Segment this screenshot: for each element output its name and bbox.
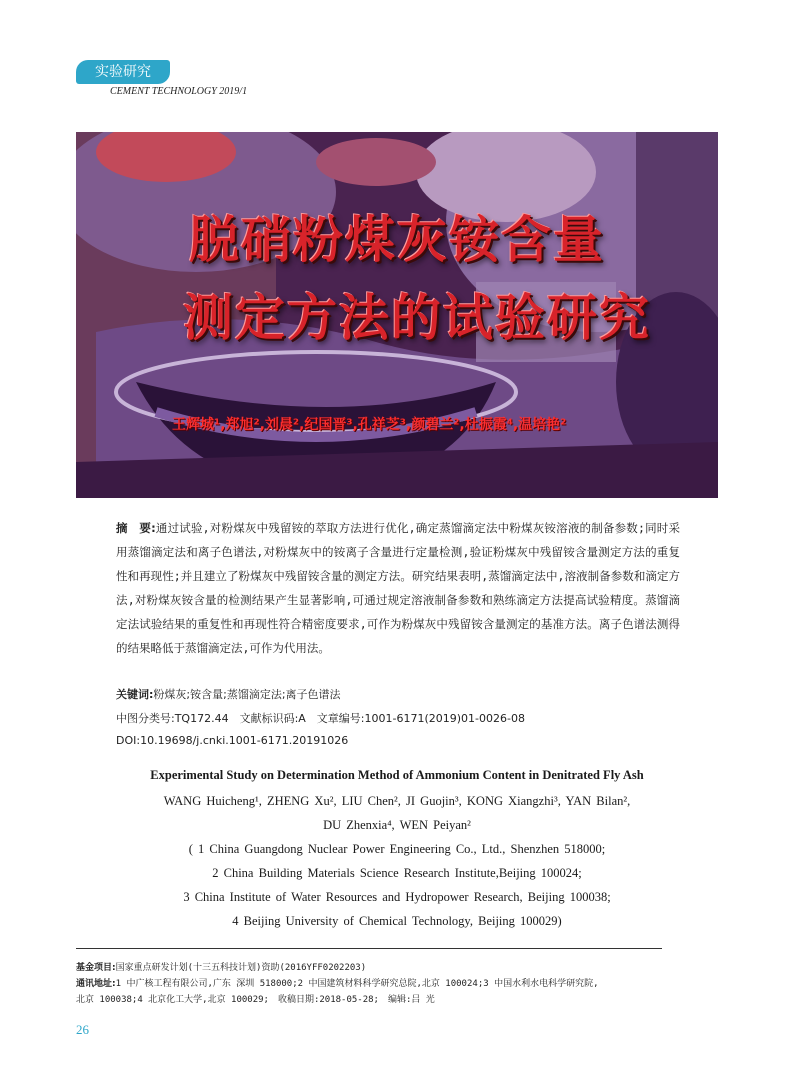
fund-text: 国家重点研发计划(十三五科技计划)资助(2016YFF0202203) [115, 963, 367, 973]
affiliation-3: 3 China Institute of Water Resources and Hydropower Research, Beijing 100038; [183, 890, 611, 904]
title-banner [76, 132, 718, 498]
abstract-label: 摘 要: [116, 521, 156, 535]
classification-line: 中图分类号:TQ172.44 文献标识码:A 文章编号:1001-6171(2019)01-0026-08 [116, 712, 525, 725]
english-authors-line1: WANG Huicheng¹, ZHENG Xu², LIU Chen², JI Guojin³, KONG Xiangzhi³, YAN Bilan², [163, 794, 631, 808]
keywords-text: 粉煤灰;铵含量;蒸馏滴定法;离子色谱法 [153, 688, 341, 701]
footnote-divider [76, 948, 662, 949]
affiliation-2: 2 China Building Materials Science Research Institute,Beijing 100024; [212, 866, 582, 880]
footnote-address-cont: 北京 100038;4 北京化工大学,北京 100029; 收稿日期:2018-05-28; 编辑:吕 光 [76, 995, 435, 1005]
section-tag: 实验研究 [76, 60, 170, 84]
address-text: 1 中广核工程有限公司,广东 深圳 518000;2 中国建筑材料科学研究总院,北京 100024;3 中国水利水电科学研究院, [115, 979, 599, 989]
footnote-fund [76, 960, 716, 973]
english-title: Experimental Study on Determination Method of Ammonium Content in Denitrated Fly Ash [150, 768, 644, 782]
abstract [116, 516, 680, 660]
banner-title-line2: 测定方法的试验研究 [183, 289, 651, 347]
address-label: 通讯地址: [76, 979, 116, 989]
footnote-address [76, 976, 716, 989]
journal-header: CEMENT TECHNOLOGY 2019/1 [110, 86, 248, 97]
fund-label: 基金项目: [76, 963, 116, 973]
doi-line: DOI:10.19698/j.cnki.1001-6171.20191026 [116, 734, 349, 747]
abstract-text: 通过试验,对粉煤灰中残留铵的萃取方法进行优化,确定蒸馏滴定法中粉煤灰铵溶液的制备参数;同时采用蒸馏滴定法和离子色谱法,对粉煤灰中的铵离子含量进行定量检测,验证粉煤灰中残留铵含量测定方法的重复性和再现性;并且建立了粉煤灰中残留铵含量的测定方法。研究结果表明,蒸馏滴定法中,溶液制备参数和滴定方法,对粉煤灰铵含量的检测结果产生显著影响,可通过规定溶液制备参数和熟练滴定方法提高试验精度。蒸馏滴定法试验结果的重复性和再现性符合精密度要求,可作为粉煤灰中残留铵含量测定的基准方法。离子色谱法测得的结果略低于蒸馏滴定法,可作为代用法。 [116, 521, 681, 655]
affiliation-4: 4 Beijing University of Chemical Technology, Beijing 100029) [232, 914, 562, 928]
banner-title-line1: 脱硝粉煤灰铵含量 [189, 211, 605, 269]
keywords [116, 686, 680, 702]
english-authors-line2: DU Zhenxia⁴, WEN Peiyan² [323, 818, 471, 832]
keywords-label: 关键词: [116, 688, 154, 701]
affiliation-1: ( 1 China Guangdong Nuclear Power Engineering Co., Ltd., Shenzhen 518000; [188, 842, 606, 856]
chinese-authors: 王辉城¹,郑旭²,刘晨²,纪国晋³,孔祥芝³,颜碧兰²,杜振霞⁴,温培艳² [172, 417, 567, 433]
page-number: 26 [76, 1022, 89, 1037]
